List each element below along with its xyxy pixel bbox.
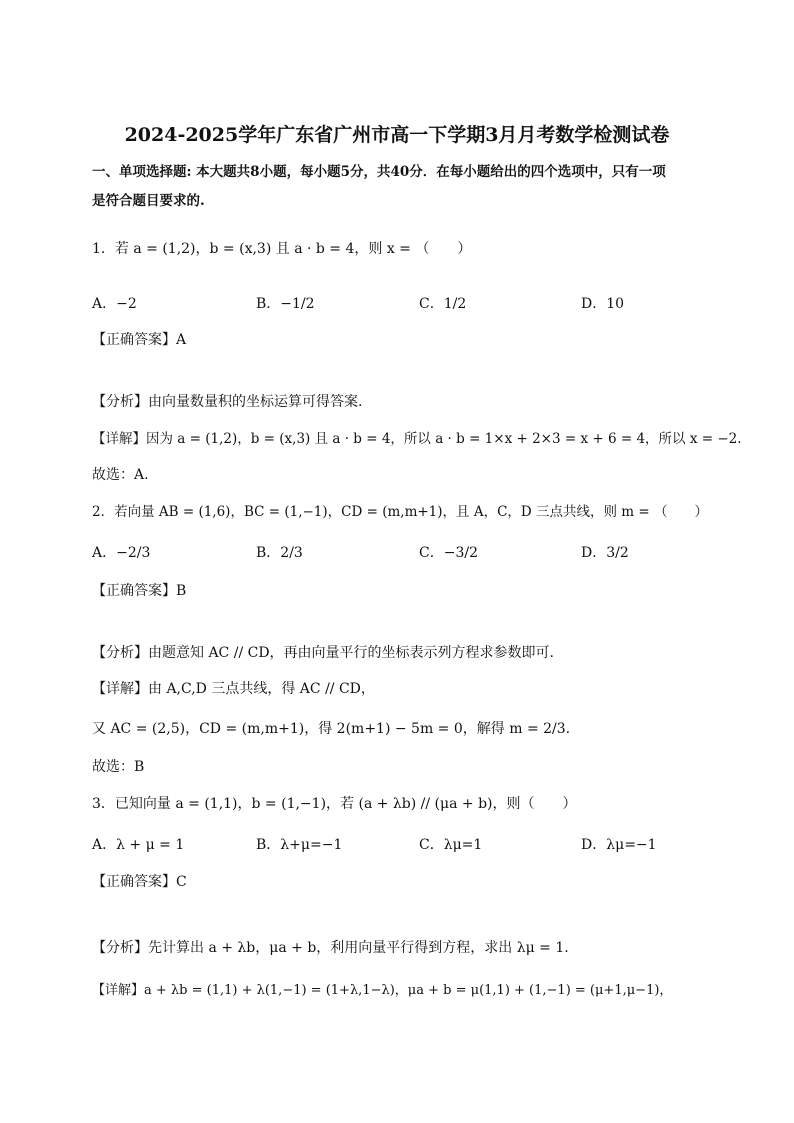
q2-option-b: B．2/3	[256, 545, 303, 561]
section-heading-line1: 一、单项选择题: 本大题共8小题，每小题5分，共40分．在每小题给出的四个选项中，只有一项	[92, 164, 666, 180]
q2-option-a: A．−2/3	[92, 545, 151, 561]
q1-analysis: 【分析】由向量数量积的坐标运算可得答案.	[92, 394, 363, 410]
q1-option-d: D．10	[581, 296, 625, 312]
q3-option-b: B．λ+μ=−1	[256, 837, 343, 853]
q3-option-c: C．λμ=1	[419, 837, 483, 853]
q3-option-a: A．λ + μ = 1	[92, 837, 185, 853]
q2-conclusion: 故选：B	[92, 759, 145, 775]
q2-detail-line1: 【详解】由 A,C,D 三点共线，得 AC // CD，	[92, 681, 375, 697]
q2-detail-line2: 又 AC = (2,5)，CD = (m,m+1)，得 2(m+1) − 5m = 0，解得 m = 2/3.	[92, 721, 571, 737]
q1-conclusion: 故选：A.	[92, 467, 149, 483]
q2-analysis: 【分析】由题意知 AC // CD，再由向量平行的坐标表示列方程求参数即可.	[92, 645, 554, 661]
q3-answer: 【正确答案】C	[92, 874, 187, 890]
section-heading-line2: 是符合题目要求的.	[92, 193, 205, 209]
q2-stem: 2．若向量 AB = (1,6)，BC = (1,−1)，CD = (m,m+1)，且 A，C，D 三点共线，则 m = （ ）	[92, 504, 709, 520]
q1-answer: 【正确答案】A	[92, 332, 187, 348]
q1-detail: 【详解】因为 a = (1,2)，b = (x,3) 且 a · b = 4，所以 a · b = 1×x + 2×3 = x + 6 = 4，所以 x = −2.	[92, 431, 742, 447]
q3-option-d: D．λμ=−1	[581, 837, 657, 853]
q2-option-c: C．−3/2	[419, 545, 478, 561]
q1-option-a: A．−2	[92, 296, 137, 312]
page-title: 2024-2025学年广东省广州市高一下学期3月月考数学检测试卷	[124, 124, 670, 146]
q1-option-b: B．−1/2	[256, 296, 315, 312]
q2-option-d: D．3/2	[581, 545, 629, 561]
q1-stem: 1．若 a = (1,2)，b = (x,3) 且 a · b = 4，则 x = （ ）	[92, 241, 472, 257]
q3-stem: 3．已知向量 a = (1,1)，b = (1,−1)，若 (a + λb) // (μa + b)，则（ ）	[92, 796, 577, 812]
q1-option-c: C．1/2	[419, 296, 467, 312]
q3-detail: 【详解】a + λb = (1,1) + λ(1,−1) = (1+λ,1−λ)，μa + b = μ(1,1) + (1,−1) = (μ+1,μ−1)，	[92, 983, 673, 998]
q3-analysis: 【分析】先计算出 a + λb，μa + b，利用向量平行得到方程，求出 λμ = 1.	[92, 940, 569, 956]
q2-answer: 【正确答案】B	[92, 583, 187, 599]
